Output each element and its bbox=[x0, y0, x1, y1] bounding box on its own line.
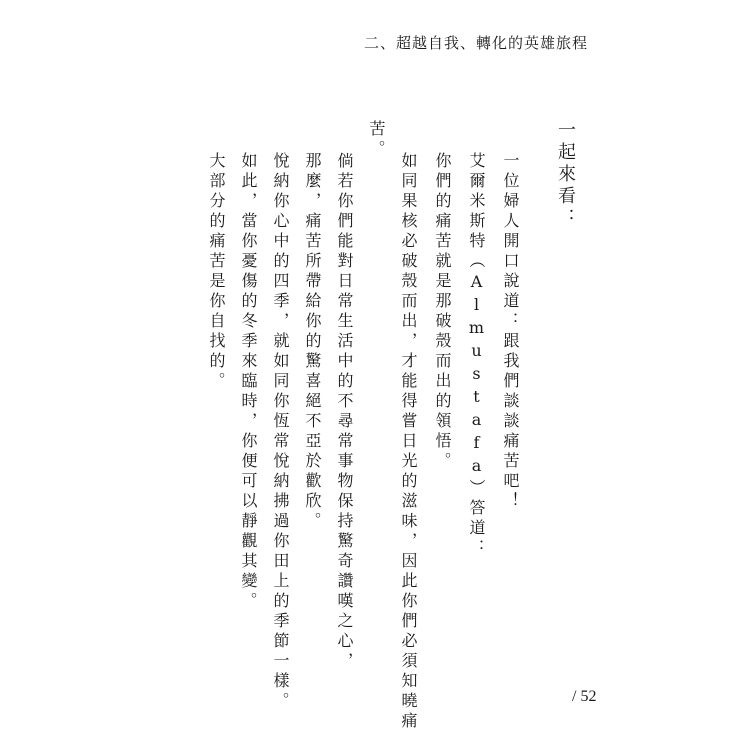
text-column-9: 悅納你心中的四季，就如同你恆常悅納拂過你田上的季節一樣。 bbox=[271, 152, 290, 712]
text-column-8: 那麼，痛苦所帶給你的驚喜絕不亞於歡欣。 bbox=[303, 152, 322, 532]
text-column-4: 你們的痛苦就是那破殼而出的領悟。 bbox=[433, 152, 452, 472]
text-column-2: 一位婦人開口說道：跟我們談談痛苦吧！ bbox=[501, 152, 520, 512]
text-column-1: 一起來看： bbox=[555, 120, 576, 230]
text-column-3: 艾爾米斯特（Almustafa）答道： bbox=[467, 152, 486, 559]
text-column-6: 苦。 bbox=[367, 120, 386, 160]
text-column-5: 如同果核必破殼而出，才能得嘗日光的滋味，因此你們必須知曉痛 bbox=[399, 152, 418, 732]
page-number: / 52 bbox=[572, 688, 597, 705]
text-column-11: 大部分的痛苦是你自找的。 bbox=[207, 152, 226, 392]
chapter-title: 二、超越自我、轉化的英雄旅程 bbox=[363, 34, 588, 52]
text-column-7: 倘若你們能對日常生活中的不尋常事物保持驚奇讚嘆之心， bbox=[335, 152, 354, 672]
text-column-10: 如此，當你憂傷的冬季來臨時，你便可以靜觀其變。 bbox=[239, 152, 258, 612]
